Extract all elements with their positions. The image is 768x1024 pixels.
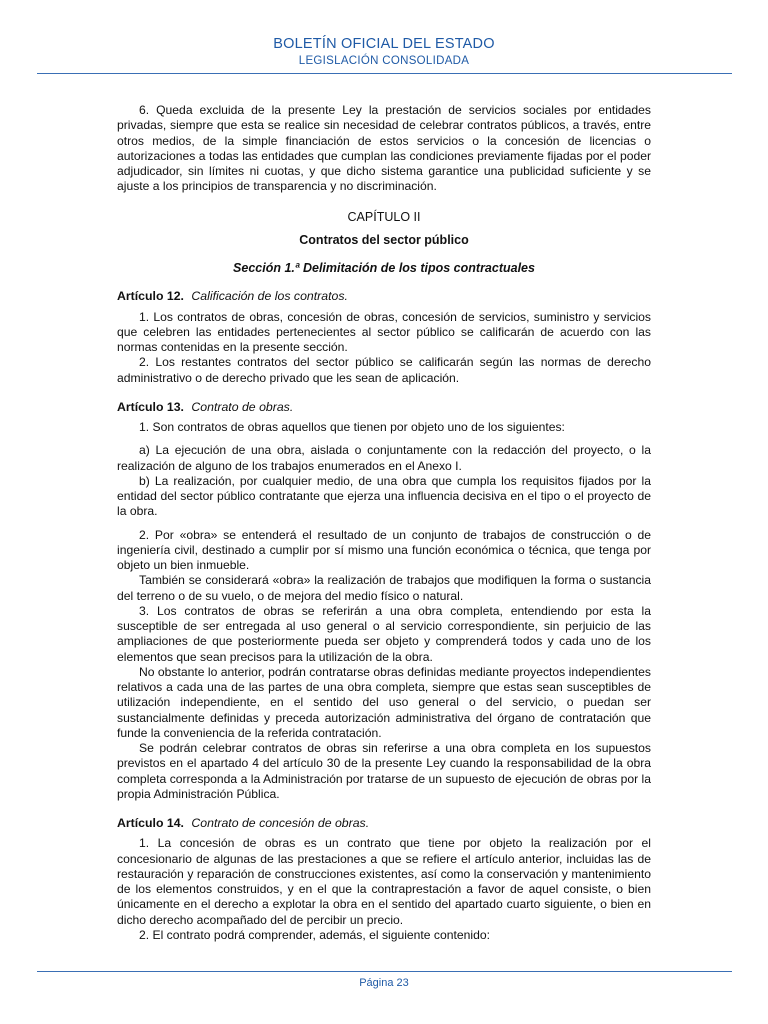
header-title: BOLETÍN OFICIAL DEL ESTADO [273,36,495,52]
article-14-paragraph: 2. El contrato podrá comprender, además, el siguiente contenido: [139,927,490,942]
article-12-paragraph: 1. Los contratos de obras, concesión de obras, concesión de servicios, suministro y servicios que celebren las entidades pertenecientes al sector público se calificarán de acuerdo con las normas contenidas en la presente sección. [117,309,651,354]
article-13-paragraph: a) La ejecución de una obra, aislada o conjuntamente con la redacción del proyecto, o la realización de alguno de los trabajos enumerados en el Anexo I. [117,443,651,473]
chapter-title: Contratos del sector público [299,232,469,247]
header-divider [37,73,732,74]
article-12-paragraph: 2. Los restantes contratos del sector público se calificarán según las normas de derecho administrativo o de derecho privado que les sean de aplicación. [117,355,651,385]
document-body [117,103,651,943]
article-name: Calificación de los contratos. [191,289,348,304]
article-number: Artículo 13. [117,399,184,414]
article-name: Contrato de concesión de obras. [191,816,370,830]
article-13-paragraph: También se considerará «obra» la realización de trabajos que modifiquen la forma o sustancia del terreno o de su vuelo, o de mejora del medio físico o natural. [117,573,651,603]
article-number: Artículo 14. [117,816,184,830]
article-14-heading [117,816,651,831]
section-title: Sección 1.ª Delimitación de los tipos contractuales [233,261,535,275]
paragraph-exclusion: 6. Queda excluida de la presente Ley la prestación de servicios sociales por entidades privadas, siempre que esta se realice sin necesidad de celebrar contratos públicos, a través, entre otros medios, de la simple financiación de estos servicios o la concesión de licencias o autorizaciones a todas las entidades que cumplan las condiciones previamente fijadas por el poder adjudicador, sin límites ni cuotas, y que dicho sistema garantice una publicidad suficiente y se ajuste a los principios de transparencia y no discriminación. [117,103,651,194]
article-13-paragraph: 3. Los contratos de obras se referirán a una obra completa, entendiendo por esta la susceptible de ser entregada al uso general o al servicio correspondiente, sin perjuicio de las ampliaciones de que posteriormente pueda ser objeto y comprenderá todos y cada uno de los elementos que sean precisos para la utilización de la obra. [117,603,651,664]
page-number: Página 23 [359,977,409,989]
article-12-heading [117,289,651,304]
article-number: Artículo 12. [117,289,184,304]
header-subtitle: LEGISLACIÓN CONSOLIDADA [298,55,470,67]
article-13-paragraph: Se podrán celebrar contratos de obras sin referirse a una obra completa en los supuestos previstos en el apartado 4 del artículo 30 de la presente Ley cuando la responsabilidad de la obra completa corresponda a la Administración por tratarse de un supuesto de ejecución de obras por la propia Administración Pública. [117,741,651,801]
article-13-paragraph: 1. Son contratos de obras aquellos que tienen por objeto uno de los siguientes: [139,420,565,434]
article-13-heading [117,400,651,415]
chapter-heading: CAPÍTULO II [347,209,421,224]
article-14-paragraph: 1. La concesión de obras es un contrato que tiene por objeto la realización por el concesionario de algunas de las prestaciones a que se refiere el artículo anterior, incluidas las de restauración y reparación de construcciones existentes, así como la conservación y mantenimiento de los elementos construidos, y en el que la contraprestación a favor de aquel consiste, o bien únicamente en el derecho a explotar la obra en el sentido del apartado cuarto siguiente, o bien en dicho derecho acompañado del de percibir un precio. [117,836,651,927]
article-13-paragraph: 2. Por «obra» se entenderá el resultado de un conjunto de trabajos de construcción o de ingeniería civil, destinado a cumplir por sí mismo una función económica o técnica, que tenga por objeto un bien inmueble. [117,527,651,572]
article-13-paragraph: b) La realización, por cualquier medio, de una obra que cumpla los requisitos fijados por la entidad del sector público contratante que ejerza una influencia decisiva en el tipo o el proyecto de la obra. [117,473,651,519]
article-name: Contrato de obras. [191,399,294,414]
article-13-paragraph: No obstante lo anterior, podrán contratarse obras definidas mediante proyectos independientes relativos a cada una de las partes de una obra completa, siempre que estas sean susceptibles de utilización independiente, en el sentido del uso general o del servicio, o puedan ser sustancialmente definidas y preceda autorización administrativa del órgano de contratación que funde la conveniencia de la referida contratación. [117,664,651,740]
footer-divider [37,971,732,972]
